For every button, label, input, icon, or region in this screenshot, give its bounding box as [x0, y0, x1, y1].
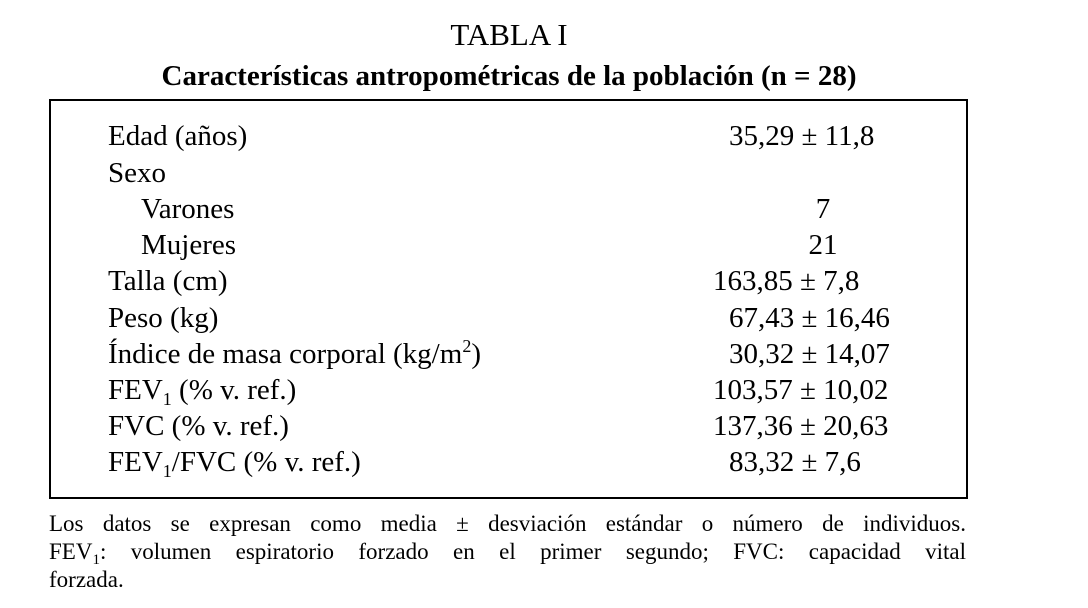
footnote-line-2: $FEV_1$: volumen espiratorio forzado en el primer segundo; FVC: capacidad vital — [49, 539, 966, 568]
table-label: TABLA I — [450, 17, 568, 52]
footnote-line-1: Los datos se expresan como media ± desviación estándar o número de individuos. — [49, 511, 966, 536]
row-value-imc: 30,32 ± 14,07 — [729, 338, 890, 370]
table-title: Características antropométricas de la población (n = 28) — [161, 60, 857, 92]
footnote-line-3: forzada. — [49, 567, 124, 592]
row-value-varones: 7 — [815, 193, 831, 225]
row-label-fev1: $FEV_1$ (% v. ref.) — [108, 374, 297, 409]
table-row — [51, 300, 966, 336]
row-label-edad: Edad (años) — [108, 120, 248, 152]
data-table — [49, 99, 968, 499]
table-row — [51, 336, 966, 372]
row-value-fev1: 103,57 ± 10,02 — [713, 374, 889, 406]
row-label-fev1-fvc: $FEV_1$/FVC (% v. ref.) — [108, 446, 361, 481]
table-row — [51, 191, 966, 227]
table-row — [51, 227, 966, 263]
row-value-edad: 35,29 ± 11,8 — [729, 120, 875, 152]
row-label-imc: Índice de masa corporal $(kg/m^2)$ — [108, 336, 481, 370]
table-row — [51, 372, 966, 408]
row-value-peso: 67,43 ± 16,46 — [729, 302, 890, 334]
row-value-fvc: 137,36 ± 20,63 — [713, 410, 889, 442]
row-label-mujeres: Mujeres — [141, 229, 237, 261]
row-label-sexo: Sexo — [108, 157, 166, 189]
table-row — [51, 155, 966, 191]
row-label-fvc: FVC (% v. ref.) — [108, 410, 289, 442]
table-row — [51, 118, 966, 154]
row-label-talla: Talla (cm) — [108, 265, 228, 297]
row-value-mujeres: 21 — [808, 229, 838, 261]
row-label-varones: Varones — [141, 193, 235, 225]
row-value-fev1-fvc: 83,32 ± 7,6 — [729, 446, 861, 478]
table-row — [51, 263, 966, 299]
table-row — [51, 408, 966, 444]
row-label-peso: Peso (kg) — [108, 302, 219, 334]
row-value-talla: 163,85 ± 7,8 — [713, 265, 860, 297]
table-row — [51, 444, 966, 480]
